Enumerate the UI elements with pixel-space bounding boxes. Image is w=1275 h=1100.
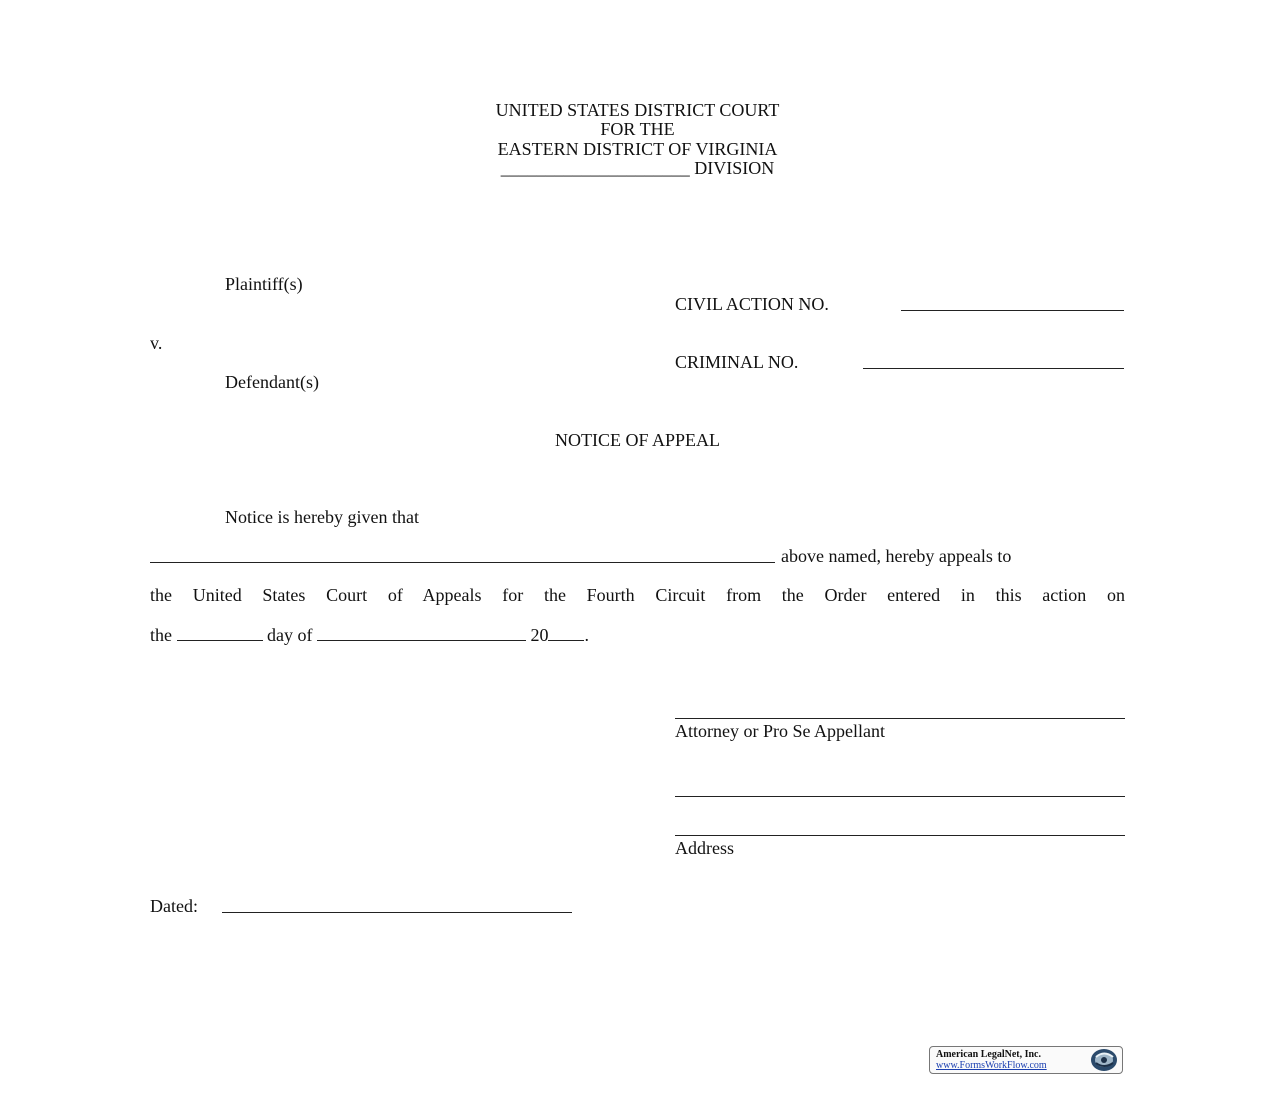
appeal-court-line: the United States Court of Appeals for the Fourth Circuit from the Order entered in this action on xyxy=(150,585,1125,605)
division-label: DIVISION xyxy=(694,158,775,178)
court-for-the: FOR THE xyxy=(600,119,675,139)
attorney-label: Attorney or Pro Se Appellant xyxy=(675,721,885,741)
civil-action-label: CIVIL ACTION NO. xyxy=(675,294,829,314)
order-date-line xyxy=(150,624,589,645)
year-prefix: 20 xyxy=(530,625,549,645)
publisher-logo xyxy=(929,1046,1123,1074)
signature-blank[interactable] xyxy=(675,718,1125,719)
civil-action-blank[interactable] xyxy=(901,310,1124,311)
address-label: Address xyxy=(675,838,734,858)
court-name: UNITED STATES DISTRICT COURT xyxy=(495,100,780,120)
address-line-1-blank[interactable] xyxy=(675,796,1125,797)
document-title: NOTICE OF APPEAL xyxy=(554,430,720,450)
day-of-label: day of xyxy=(267,625,313,645)
notice-intro: Notice is hereby given that xyxy=(225,507,419,527)
address-line-2-blank[interactable] xyxy=(675,835,1125,836)
period: . xyxy=(584,625,589,645)
publisher-name: American LegalNet, Inc. xyxy=(936,1049,1041,1060)
the-label: the xyxy=(150,625,172,645)
defendant-label: Defendant(s) xyxy=(225,372,319,392)
criminal-label: CRIMINAL NO. xyxy=(675,352,799,372)
plaintiff-label: Plaintiff(s) xyxy=(225,274,303,294)
appeal-clause: above named, hereby appeals to xyxy=(781,546,1012,566)
dated-label: Dated: xyxy=(150,896,198,916)
month-blank[interactable] xyxy=(317,624,526,641)
division-line xyxy=(0,158,1275,178)
globe-icon xyxy=(1084,1047,1120,1073)
day-blank[interactable] xyxy=(177,624,263,641)
versus-label: v. xyxy=(150,333,163,353)
court-district: EASTERN DISTRICT OF VIRGINIA xyxy=(497,139,778,159)
criminal-number-blank[interactable] xyxy=(863,368,1124,369)
dated-blank[interactable] xyxy=(222,912,572,913)
publisher-url-link[interactable]: www.FormsWorkFlow.com xyxy=(936,1060,1047,1071)
year-blank[interactable] xyxy=(548,624,584,641)
division-blank[interactable]: _____________________ xyxy=(500,158,690,178)
appellant-name-blank[interactable] xyxy=(150,562,775,563)
